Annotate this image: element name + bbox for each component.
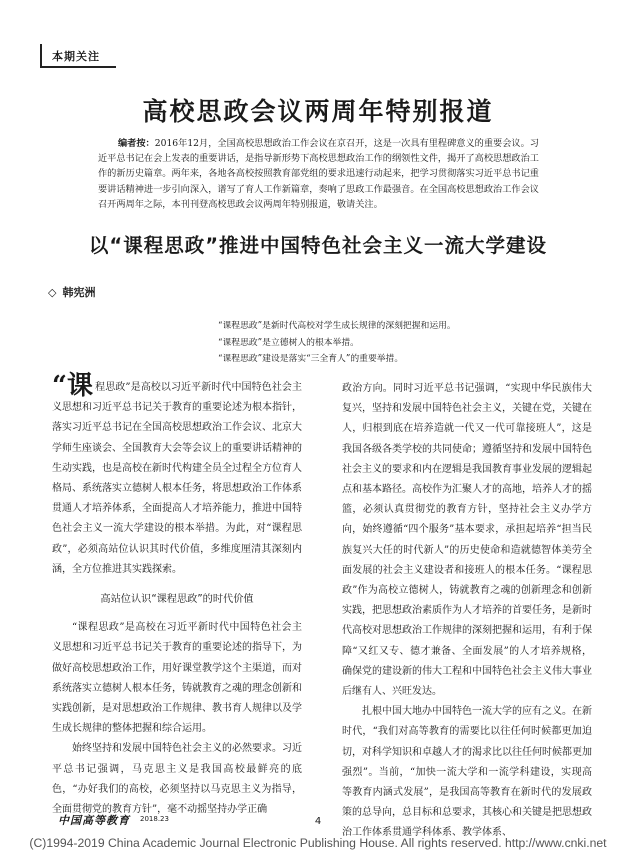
body-column-right xyxy=(342,379,592,844)
diamond-icon: ◇ xyxy=(48,286,57,299)
intro-paragraph: “课 程思政”是高校以习近平新时代中国特色社会主义思想和习近平总书记关于教育的重要论述为根本指针，落实习近平总书记在全国高校思想政治工作会议、北京大学师生座谈会、全国教育大会等会议上的重要讲话精神的生动实践，也是高校在新时代构建全员全过程全方位育人格局、系统落实立德树人根本任务，将思想政治工作体系贯通人才培养体系，全面提高人才培养能力，推进中国特色社会主义一流大学建设的根本举措。为此，对“课程思政”，必须高站位认识其时代价值，多维度厘清其深刻内涵，全方位推进其实践探索。 xyxy=(52,371,302,575)
section-tag-vertical-rule xyxy=(40,44,42,68)
section-tag-rule xyxy=(40,66,116,68)
special-report-title: 高校思政会议两周年特别报道 xyxy=(142,97,494,126)
editor-note-label: 编者按： xyxy=(118,138,155,149)
body-paragraph: 始终坚持和发展中国特色社会主义的必然要求。习近平总书记强调，马克思主义是我国高校最鲜亮的底色，“办好我们的高校，必须坚持以马克思主义为指导，全面贯彻党的教育方针”，毫不动摇坚持办学正确 xyxy=(52,743,302,816)
section-heading: 高站位认识“课程思政”的时代价值 xyxy=(100,594,254,606)
journal-brand: 中国高等教育 xyxy=(58,814,130,827)
key-point: “课程思政”是立德树人的根本举措。 xyxy=(218,337,359,348)
body-column-left xyxy=(52,371,302,820)
section-tag: 本期关注 xyxy=(52,50,100,63)
copyright-notice: (C)1994-2019 China Academic Journal Electronic Publishing House. All rights reserved. http://www.cnki.net xyxy=(29,836,607,850)
page-number: 4 xyxy=(314,816,322,827)
body-paragraph: 政治方向。同时习近平总书记强调，“实现中华民族伟大复兴，坚持和发展中国特色社会主义，关键在党，关键在人，归根到底在培养造就一代又一代可靠接班人”，这是我国各级各类学校的共同使命；遵循坚持和发展中国特色社会主义的要求和内在逻辑是我国教育事业发展的逻辑起点和基本路径。高校作为汇聚人才的高地，培养人才的摇篮，必须认真贯彻党的教育方针，坚持社会主义办学方向，始终遵循“四个服务”基本要求，承担起培养“担当民族复兴大任的时代新人”的历史使命和造就德智体美劳全面发展的社会主义建设者和接班人的根本任务。“课程思政”作为高校立德树人，铸就教育之魂的创新理念和创新实践，把思想政治素质作为人才培养的首要任务，是新时代高校对思想政治工作规律的深刻把握和运用，有利于保障“又红又专、德才兼备、全面发展”的人才培养规格，确保党的建设新的伟大工程和中国特色社会主义伟大事业后继有人、兴旺发达。 xyxy=(342,383,592,698)
editor-note-text: 2016年12月，全国高校思想政治工作会议在京召开，这是一次具有里程碑意义的重要会议。习近平总书记在会上发表的重要讲话，是指导新形势下高校思想政治工作的纲领性文件，揭开了高校思想政治工作的新历史篇章。两年来，各地各高校按照教育部党组的要求迅速行动起来，把学习贯彻落实习近平总书记重要讲话精神进一步引向深入，谱写了育人工作新篇章，奏响了思政工作最强音。在全国高校思想政治工作会议召开两周年之际，本刊刊登高校思政会议两周年特别报道，敬请关注。 xyxy=(98,138,539,210)
editor-note xyxy=(98,136,546,212)
key-point: “课程思政”建设是落实“三全育人”的重要举措。 xyxy=(218,354,404,364)
author-line xyxy=(48,284,95,300)
key-points xyxy=(218,318,538,368)
key-point: “课程思政”是新时代高校对学生成长规律的深刻把握和运用。 xyxy=(218,321,456,331)
issue-date: 2018.23 xyxy=(140,815,169,823)
body-paragraph: “课程思政”是高校在习近平新时代中国特色社会主义思想和习近平总书记关于教育的重要论述的指导下，为做好高校思想政治工作，用好课堂教学这个主渠道，而对系统落实立德树人根本任务，铸就教育之魂的理念创新和实践创新，是对思想政治工作规律、教书育人规律以及学生成长规律的整体把握和综合运用。 xyxy=(52,622,302,735)
dropcap: “课 xyxy=(52,371,94,401)
body-paragraph: 扎根中国大地办中国特色一流大学的应有之义。在新时代，“我们对高等教育的需要比以往任何时候都更加迫切，对科学知识和卓越人才的渴求比以往任何时候都更加强烈”。当前，“加快一流大学和一流学科建设，实现高等教育内涵式发展”，是我国高等教育在新时代的发展政策的总导向，总目标和总要求，其核心和关键是把思想政治工作体系贯通学科体系、教学体系、 xyxy=(342,706,592,839)
author-name: 韩宪洲 xyxy=(62,286,96,299)
article-title: 以“课程思政”推进中国特色社会主义一流大学建设 xyxy=(88,234,548,257)
